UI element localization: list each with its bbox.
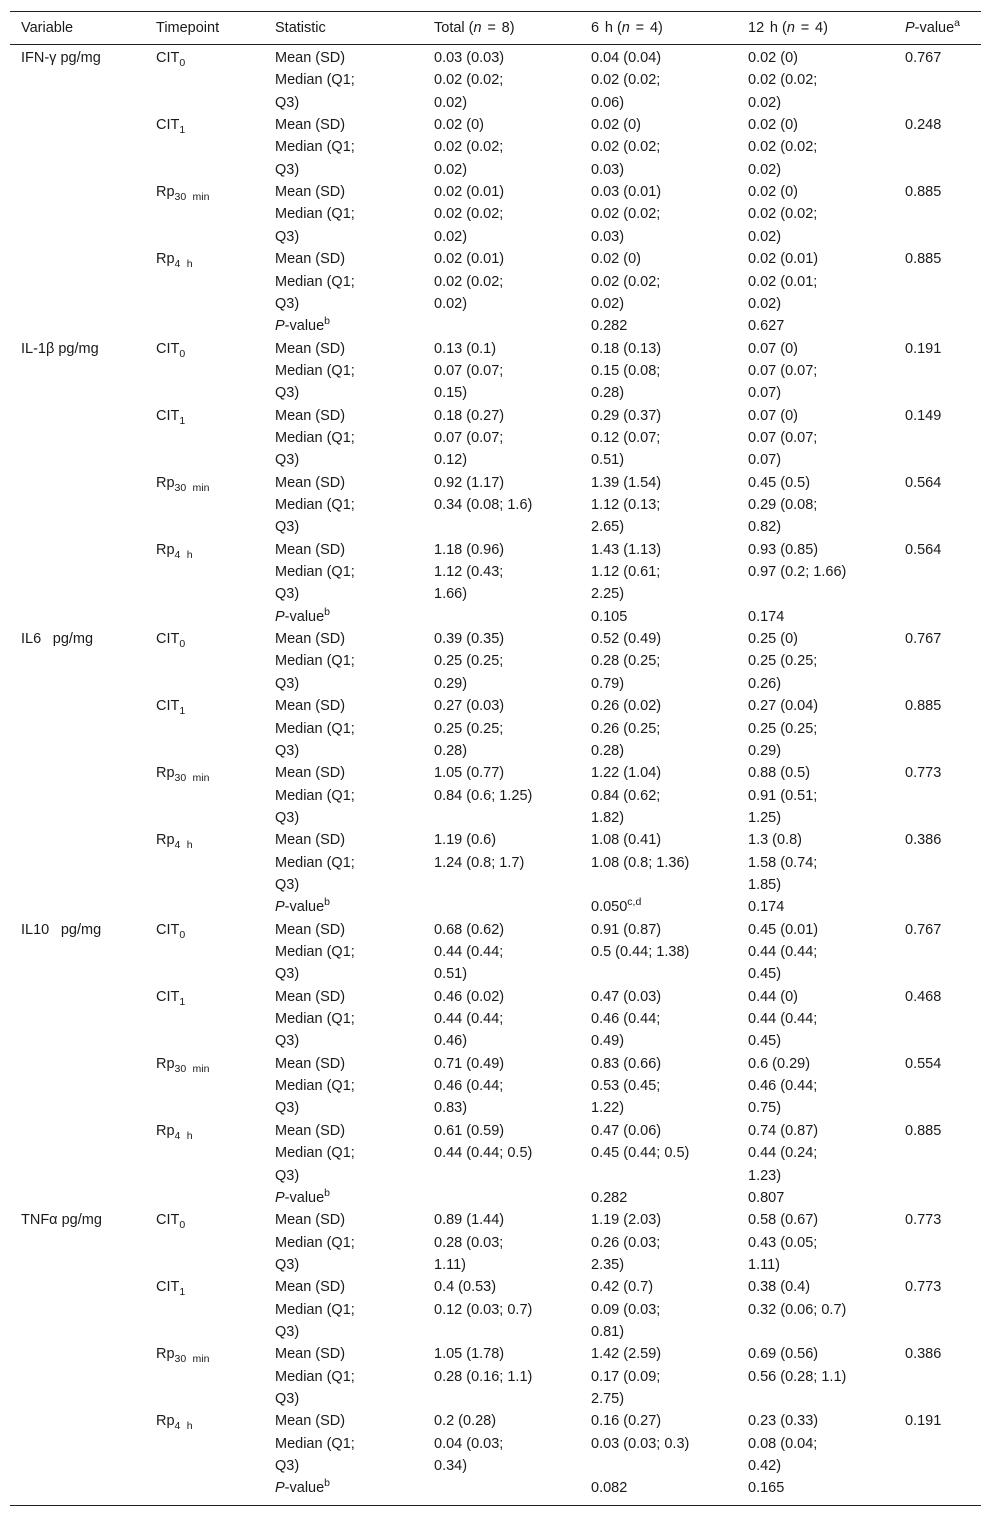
median-value-cont: 0.15) [434,385,468,402]
mean-value: 1.39 (1.54) [591,474,662,491]
timepoint-label: $Rp_{30 min}$ [156,184,210,204]
col-timepoint: Timepoint [156,20,220,36]
timepoint-label: $Rp_{4 h}$ [156,1413,193,1433]
mean-value: 0.16 (0.27) [591,1413,662,1430]
median-value: 0.32 (0.06; 0.7) [748,1301,847,1318]
stat-mean-label: Mean (SD) [275,765,346,782]
p-value: 0.773 [905,1279,942,1296]
median-value-cont: 0.12) [434,452,468,469]
median-value-cont: 1.85) [748,876,782,893]
mean-value: 0.25 (0) [748,631,798,648]
median-value: 0.02 (0.02; [591,139,661,156]
median-value: 0.28 (0.03; [434,1234,504,1251]
median-value-cont: 0.02) [748,161,782,178]
stat-mean-label: Mean (SD) [275,1212,346,1229]
p-value: 0.191 [905,1413,942,1430]
mean-value: 0.44 (0) [748,988,798,1005]
pvalue-12h: 0.807 [748,1189,785,1206]
median-value-cont: 0.26) [748,675,782,692]
median-value: 0.26 (0.03; [591,1234,661,1251]
stat-median-label: Median (Q1; [275,1435,355,1452]
mean-value: 0.6 (0.29) [748,1055,811,1072]
mean-value: 0.18 (0.13) [591,340,662,357]
mean-value: 0.91 (0.87) [591,921,662,938]
median-value: 1.08 (0.8; 1.36) [591,854,690,871]
median-value: 0.44 (0.24; [748,1145,818,1162]
median-value-cont: 1.66) [434,586,468,603]
median-value: 0.02 (0.02; [434,206,504,223]
stat-median-label-cont: Q3) [275,452,300,469]
median-value-cont: 0.02) [591,295,625,312]
median-value: 0.07 (0.07; [748,429,818,446]
median-value-cont: 2.75) [591,1391,625,1407]
median-value: 0.28 (0.16; 1.1) [434,1368,533,1385]
mean-value: 0.04 (0.04) [591,50,662,66]
p-value: 0.468 [905,988,942,1005]
median-value-cont: 0.02) [748,295,782,312]
stat-median-label-cont: Q3) [275,519,300,536]
median-value: 0.97 (0.2; 1.66) [748,564,847,581]
timepoint-label: $Rp_{4 h}$ [156,251,193,271]
stat-mean-label: Mean (SD) [275,921,346,938]
col-12h: 12 h (n = 4) [748,20,828,36]
mean-value: 0.26 (0.02) [591,698,662,715]
median-value-cont: 2.35) [591,1256,625,1273]
stat-median-label-cont: Q3) [275,385,300,402]
stat-median-label: Median (Q1; [275,787,355,804]
median-value: 0.84 (0.62; [591,787,661,804]
table-body [10,45,981,1505]
stat-median-label-cont: Q3) [275,1391,300,1407]
mean-value: 0.58 (0.67) [748,1212,819,1229]
mean-value: 0.46 (0.02) [434,988,505,1005]
timepoint-label: $CIT_1$ [156,117,186,137]
stat-mean-label: Mean (SD) [275,1122,346,1139]
median-value-cont: 0.79) [591,675,625,692]
median-value: 0.26 (0.25; [591,720,661,737]
pvalue-6h: 0.050$^{c,d}$ [591,896,642,916]
stat-median-label: Median (Q1; [275,1145,355,1162]
timepoint-label: $Rp_{4 h}$ [156,541,193,561]
timepoint-label: $CIT_0$ [156,340,186,360]
timepoint-label: $CIT_0$ [156,50,186,69]
median-value: 1.24 (0.8; 1.7) [434,854,525,871]
stat-median-label-cont: Q3) [275,1256,300,1273]
stat-median-label: Median (Q1; [275,1301,355,1318]
col-pvalue: P-value$^a$ [905,17,961,36]
variable-name: IL6 pg/mg [21,631,94,648]
median-value-cont: 0.03) [591,228,625,245]
mean-value: 0.02 (0.01) [434,251,505,268]
stat-mean-label: Mean (SD) [275,1279,346,1296]
median-value-cont: 0.46) [434,1033,468,1050]
stat-median-label: Median (Q1; [275,1078,355,1095]
stat-median-label: Median (Q1; [275,139,355,156]
median-value: 0.44 (0.44; [748,944,818,960]
timepoint-label: $CIT_1$ [156,1279,186,1299]
mean-value: 0.02 (0) [748,117,798,134]
stat-mean-label: Mean (SD) [275,184,346,201]
p-value: 0.773 [905,1212,942,1229]
mean-value: 0.71 (0.49) [434,1055,505,1072]
variable-name: IFN-γ pg/mg [21,50,101,66]
mean-value: 0.23 (0.33) [748,1413,819,1430]
median-value: 0.45 (0.44; 0.5) [591,1145,690,1162]
median-value: 0.02 (0.02; [434,273,504,290]
mean-value: 0.38 (0.4) [748,1279,811,1296]
median-value-cont: 0.02) [434,94,468,111]
mean-value: 0.18 (0.27) [434,407,505,424]
mean-value: 0.92 (1.17) [434,474,505,491]
mean-value: 0.02 (0) [748,184,798,201]
mean-value: 1.05 (1.78) [434,1346,505,1363]
median-value: 0.46 (0.44; [434,1078,504,1095]
mean-value: 0.61 (0.59) [434,1122,505,1139]
mean-value: 0.2 (0.28) [434,1413,497,1430]
median-value-cont: 0.82) [748,519,782,536]
mean-value: 0.02 (0.01) [434,184,505,201]
stat-median-label-cont: Q3) [275,94,300,111]
median-value: 0.17 (0.09; [591,1368,661,1385]
stat-mean-label: Mean (SD) [275,340,346,357]
pvalue-row-label: P-value$^b$ [275,1477,331,1497]
mean-value: 0.69 (0.56) [748,1346,819,1363]
mean-value: 0.83 (0.66) [591,1055,662,1072]
stat-mean-label: Mean (SD) [275,832,346,849]
timepoint-label: $Rp_{30 min}$ [156,474,210,494]
median-value: 0.84 (0.6; 1.25) [434,787,533,804]
timepoint-label: $Rp_{30 min}$ [156,765,210,785]
p-value: 0.773 [905,765,942,782]
stat-median-label: Median (Q1; [275,1234,355,1251]
table-header [10,12,981,45]
mean-value: 1.43 (1.13) [591,541,662,558]
median-value: 0.02 (0.02; [748,206,818,223]
stat-median-label-cont: Q3) [275,809,300,826]
median-value: 0.02 (0.02; [434,72,504,89]
timepoint-label: $Rp_{4 h}$ [156,832,193,852]
stat-median-label: Median (Q1; [275,564,355,581]
mean-value: 0.02 (0) [748,50,798,66]
median-value-cont: 1.82) [591,809,625,826]
median-value: 0.12 (0.03; 0.7) [434,1301,533,1318]
timepoint-label: $CIT_1$ [156,988,186,1008]
median-value: 0.44 (0.44; [748,1011,818,1028]
mean-value: 1.42 (2.59) [591,1346,662,1363]
p-value: 0.885 [905,1122,942,1139]
median-value-cont: 0.45) [748,1033,782,1050]
median-value: 0.04 (0.03; [434,1435,504,1452]
median-value: 0.02 (0.02; [748,72,818,89]
stat-mean-label: Mean (SD) [275,474,346,491]
stat-median-label-cont: Q3) [275,1458,300,1475]
median-value: 0.02 (0.02; [591,273,661,290]
stat-mean-label: Mean (SD) [275,1413,346,1430]
pvalue-12h: 0.165 [748,1480,785,1497]
mean-value: 0.47 (0.03) [591,988,662,1005]
median-value-cont: 0.28) [591,742,625,759]
median-value: 0.34 (0.08; 1.6) [434,497,533,513]
stat-median-label: Median (Q1; [275,854,355,871]
pvalue-row-label: P-value$^b$ [275,896,331,916]
mean-value: 0.93 (0.85) [748,541,819,558]
stat-mean-label: Mean (SD) [275,988,346,1005]
mean-value: 0.03 (0.01) [591,184,662,201]
median-value: 0.07 (0.07; [434,429,504,446]
median-value-cont: 0.28) [434,742,468,759]
stat-mean-label: Mean (SD) [275,50,346,66]
median-value-cont: 1.22) [591,1100,625,1117]
median-value: 1.12 (0.43; [434,564,504,581]
p-value: 0.767 [905,921,942,938]
pvalue-12h: 0.627 [748,318,785,335]
variable-name: IL10 pg/mg [21,921,102,938]
stat-median-label-cont: Q3) [275,742,300,759]
median-value: 0.07 (0.07; [748,362,818,379]
pvalue-12h: 0.174 [748,608,785,625]
pvalue-6h: 0.282 [591,318,628,335]
mean-value: 1.19 (2.03) [591,1212,662,1229]
median-value-cont: 1.25) [748,809,782,826]
median-value-cont: 1.11) [434,1256,466,1273]
stat-median-label: Median (Q1; [275,429,355,446]
stat-median-label-cont: Q3) [275,876,300,893]
median-value: 0.02 (0.02; [591,206,661,223]
median-value-cont: 1.11) [748,1256,780,1273]
variable-name: TNFα pg/mg [21,1212,102,1229]
median-value-cont: 2.25) [591,586,625,603]
median-value-cont: 0.81) [591,1323,625,1340]
median-value: 0.02 (0.02; [591,72,661,89]
col-total: Total (n = 8) [434,20,515,36]
median-value-cont: 0.28) [591,385,625,402]
mean-value: 0.4 (0.53) [434,1279,497,1296]
p-value: 0.564 [905,474,942,491]
p-value: 0.767 [905,631,942,648]
median-value-cont: 0.07) [748,385,782,402]
mean-value: 0.68 (0.62) [434,921,505,938]
median-value: 0.46 (0.44; [591,1011,661,1028]
stat-median-label-cont: Q3) [275,586,300,603]
mean-value: 0.45 (0.5) [748,474,811,491]
median-value: 0.43 (0.05; [748,1234,818,1251]
median-value: 0.25 (0.25; [748,653,818,670]
mean-value: 0.39 (0.35) [434,631,505,648]
median-value: 0.25 (0.25; [434,653,504,670]
p-value: 0.564 [905,541,942,558]
median-value-cont: 2.65) [591,519,625,536]
mean-value: 1.18 (0.96) [434,541,505,558]
stat-mean-label: Mean (SD) [275,631,346,648]
median-value: 0.44 (0.44; [434,944,504,960]
median-value-cont: 0.02) [748,94,782,111]
stat-median-label-cont: Q3) [275,295,300,312]
median-value: 0.08 (0.04; [748,1435,818,1452]
median-value-cont: 0.29) [748,742,782,759]
stat-median-label-cont: Q3) [275,161,300,178]
mean-value: 0.02 (0.01) [748,251,819,268]
mean-value: 1.3 (0.8) [748,832,802,849]
stat-median-label-cont: Q3) [275,228,300,245]
median-value: 1.58 (0.74; [748,854,818,871]
median-value-cont: 0.02) [434,161,468,178]
median-value: 0.5 (0.44; 1.38) [591,944,690,960]
timepoint-label: $CIT_0$ [156,1212,186,1232]
p-value: 0.885 [905,184,942,201]
mean-value: 0.13 (0.1) [434,340,497,357]
variable-name: IL-1β pg/mg [21,340,99,357]
median-value: 0.46 (0.44; [748,1078,818,1095]
median-value: 0.25 (0.25; [748,720,818,737]
median-value-cont: 0.83) [434,1100,468,1117]
pvalue-12h: 0.174 [748,899,785,916]
pvalue-6h: 0.105 [591,608,628,625]
stat-median-label: Median (Q1; [275,273,355,290]
pvalue-6h: 0.082 [591,1480,628,1497]
p-value: 0.885 [905,698,942,715]
stat-median-label: Median (Q1; [275,944,355,960]
mean-value: 0.88 (0.5) [748,765,811,782]
median-value-cont: 0.75) [748,1100,782,1117]
stat-median-label: Median (Q1; [275,206,355,223]
stat-mean-label: Mean (SD) [275,117,346,134]
mean-value: 0.02 (0) [434,117,484,134]
median-value-cont: 0.45) [748,966,782,983]
stat-median-label: Median (Q1; [275,497,355,513]
median-value: 0.29 (0.08; [748,497,818,513]
p-value: 0.386 [905,832,942,849]
pvalue-row-label: P-value$^b$ [275,605,331,625]
p-value: 0.554 [905,1055,942,1072]
p-value: 0.767 [905,50,942,66]
median-value-cont: 0.29) [434,675,468,692]
mean-value: 0.42 (0.7) [591,1279,654,1296]
mean-value: 0.89 (1.44) [434,1212,505,1229]
stat-median-label: Median (Q1; [275,720,355,737]
p-value: 0.191 [905,340,942,357]
median-value-cont: 0.51) [434,966,468,983]
median-value: 0.03 (0.03; 0.3) [591,1435,690,1452]
col-statistic: Statistic [275,20,326,36]
timepoint-label: $Rp_{30 min}$ [156,1346,210,1366]
median-value-cont: 0.51) [591,452,625,469]
median-value: 0.25 (0.25; [434,720,504,737]
stat-mean-label: Mean (SD) [275,698,346,715]
pvalue-row-label: P-value$^b$ [275,1186,331,1206]
mean-value: 0.02 (0) [591,117,641,134]
mean-value: 0.47 (0.06) [591,1122,662,1139]
stat-median-label: Median (Q1; [275,653,355,670]
median-value: 0.02 (0.01; [748,273,818,290]
mean-value: 0.45 (0.01) [748,921,819,938]
pvalue-row-label: P-value$^b$ [275,315,331,335]
median-value: 1.12 (0.13; [591,497,661,513]
median-value: 0.02 (0.02; [434,139,504,156]
median-value: 0.53 (0.45; [591,1078,661,1095]
mean-value: 1.05 (0.77) [434,765,505,782]
mean-value: 1.08 (0.41) [591,832,662,849]
median-value-cont: 0.02) [434,228,468,245]
stat-mean-label: Mean (SD) [275,407,346,424]
mean-value: 0.29 (0.37) [591,407,662,424]
median-value-cont: 0.34) [434,1458,468,1475]
median-value: 0.91 (0.51; [748,787,818,804]
mean-value: 1.19 (0.6) [434,832,497,849]
median-value: 0.15 (0.08; [591,362,661,379]
stat-median-label-cont: Q3) [275,1167,300,1184]
timepoint-label: $Rp_{4 h}$ [156,1122,193,1142]
timepoint-label: $Rp_{30 min}$ [156,1055,210,1075]
timepoint-label: $CIT_1$ [156,698,186,718]
median-value: 0.02 (0.02; [748,139,818,156]
median-value-cont: 0.07) [748,452,782,469]
mean-value: 0.27 (0.04) [748,698,819,715]
col-variable: Variable [21,20,74,36]
stat-median-label: Median (Q1; [275,362,355,379]
median-value-cont: 1.23) [748,1167,782,1184]
median-value-cont: 0.02) [748,228,782,245]
median-value: 0.09 (0.03; [591,1301,661,1318]
timepoint-label: $CIT_1$ [156,407,186,427]
median-value: 0.07 (0.07; [434,362,504,379]
mean-value: 0.74 (0.87) [748,1122,819,1139]
mean-value: 0.27 (0.03) [434,698,505,715]
stat-median-label: Median (Q1; [275,1011,355,1028]
median-value: 0.28 (0.25; [591,653,661,670]
mean-value: 0.03 (0.03) [434,50,505,66]
results-table [10,11,981,1506]
median-value-cont: 0.06) [591,94,625,111]
stat-median-label-cont: Q3) [275,675,300,692]
stat-median-label-cont: Q3) [275,1033,300,1050]
median-value: 0.12 (0.07; [591,429,661,446]
pvalue-6h: 0.282 [591,1189,628,1206]
stat-median-label: Median (Q1; [275,72,355,89]
median-value: 0.44 (0.44; 0.5) [434,1145,533,1162]
p-value: 0.386 [905,1346,942,1363]
stat-mean-label: Mean (SD) [275,1346,346,1363]
median-value-cont: 0.49) [591,1033,625,1050]
mean-value: 0.07 (0) [748,340,798,357]
median-value: 1.12 (0.61; [591,564,661,581]
mean-value: 0.02 (0) [591,251,641,268]
col-6h: 6 h (n = 4) [591,20,663,36]
stat-mean-label: Mean (SD) [275,541,346,558]
median-value: 0.44 (0.44; [434,1011,504,1028]
p-value: 0.885 [905,251,942,268]
stat-mean-label: Mean (SD) [275,1055,346,1072]
p-value: 0.149 [905,407,942,424]
median-value-cont: 0.03) [591,161,625,178]
mean-value: 0.52 (0.49) [591,631,662,648]
mean-value: 0.07 (0) [748,407,798,424]
median-value-cont: 0.02) [434,295,468,312]
stat-median-label-cont: Q3) [275,966,300,983]
timepoint-label: $CIT_0$ [156,631,186,651]
p-value: 0.248 [905,117,942,134]
stat-median-label-cont: Q3) [275,1323,300,1340]
stat-mean-label: Mean (SD) [275,251,346,268]
stat-median-label-cont: Q3) [275,1100,300,1117]
stat-median-label: Median (Q1; [275,1368,355,1385]
timepoint-label: $CIT_0$ [156,921,186,941]
median-value-cont: 0.42) [748,1458,782,1475]
median-value: 0.56 (0.28; 1.1) [748,1368,847,1385]
mean-value: 1.22 (1.04) [591,765,662,782]
